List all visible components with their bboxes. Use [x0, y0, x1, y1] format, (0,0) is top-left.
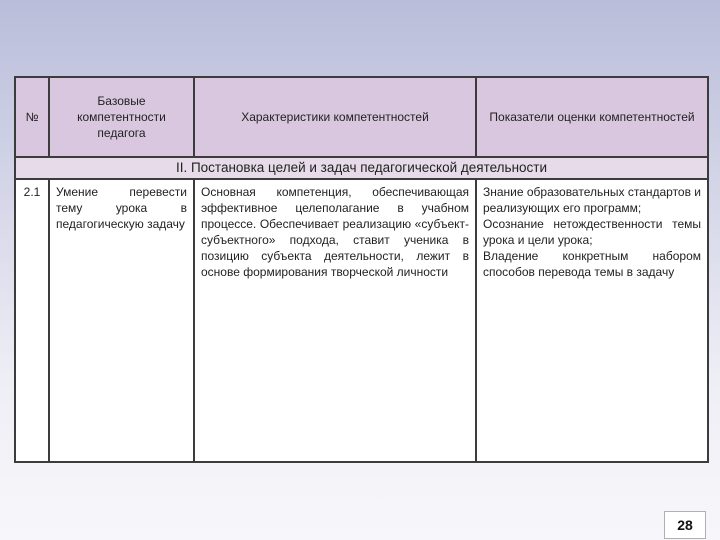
row-indicators — [476, 179, 708, 462]
section-title: II. Постановка целей и задач педагогической деятельности — [15, 157, 708, 179]
header-characteristics: Характеристики компетентностей — [194, 77, 476, 157]
table-header-row — [15, 77, 708, 157]
section-row — [15, 157, 708, 179]
row-characteristics: Основная компетенция, обеспечивающая эффективное целеполагание в учабном процессе. Обеспечивает реализацию «субъект-субъектного» подхода, ставит ученика в позицию субъекта деятельности, лежит в основе формирования творческой личности — [194, 179, 476, 462]
indicator-item: Владение конкретным набором способов перевода темы в задачу — [483, 249, 701, 279]
header-number: № — [15, 77, 49, 157]
header-indicators: Показатели оценки компетентностей — [476, 77, 708, 157]
row-number: 2.1 — [15, 179, 49, 462]
header-competence: Базовые компетентности педагога — [49, 77, 194, 157]
page-number: 28 — [664, 511, 706, 539]
indicator-item: Осознание нетождественности темы урока и цели урока; — [483, 217, 701, 247]
competence-table — [14, 76, 709, 463]
table-row — [15, 179, 708, 462]
row-competence: Умение перевести тему урока в педагогическую задачу — [49, 179, 194, 462]
indicator-item: Знание образовательных стандартов и реализующих его программ; — [483, 185, 702, 215]
